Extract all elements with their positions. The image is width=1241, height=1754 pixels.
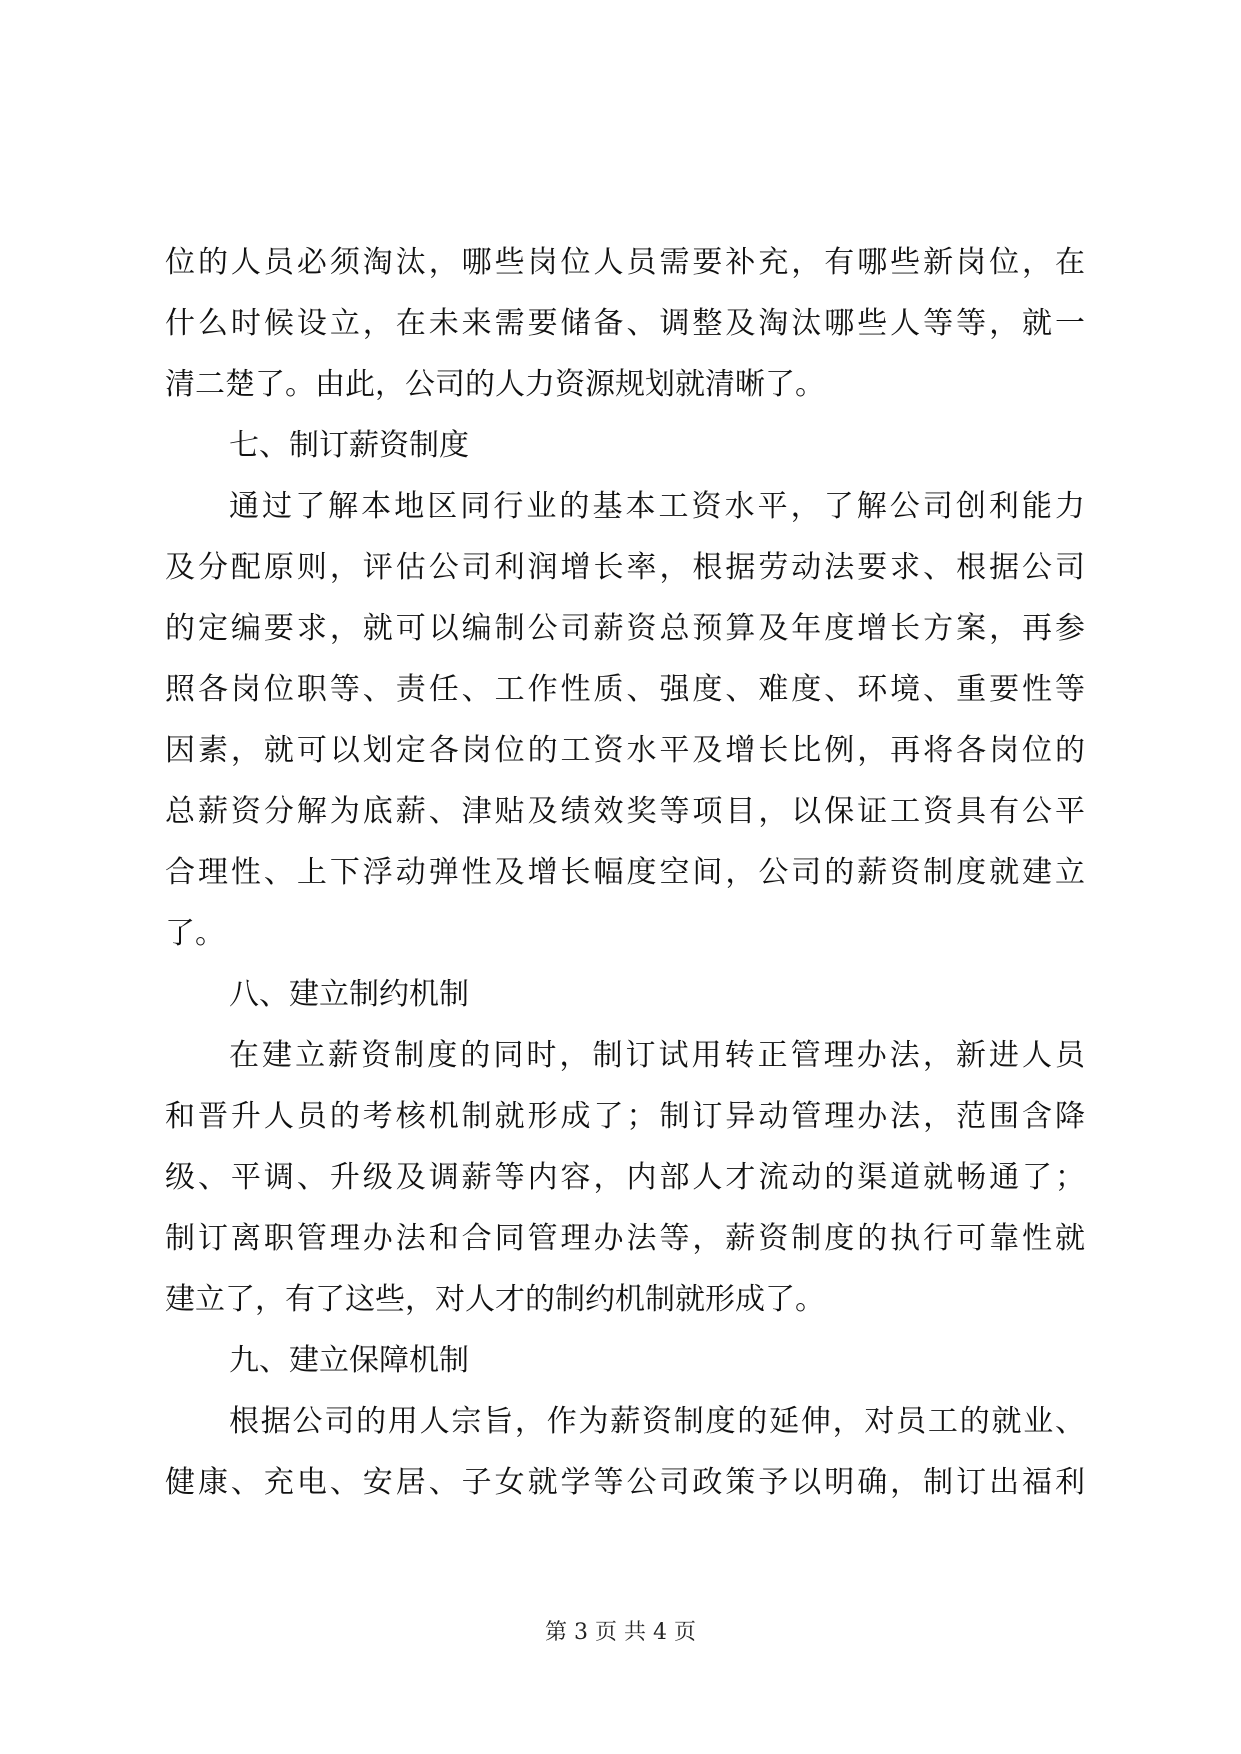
paragraph-line: 清二楚了。由此，公司的人力资源规划就清晰了。 — [165, 367, 825, 402]
section-heading-8: 八、建立制约机制 — [229, 977, 469, 1012]
paragraph-line: 什么时候设立，在未来需要储备、调整及淘汰哪些人等等，就一 — [165, 306, 1085, 341]
paragraph-line: 总薪资分解为底薪、津贴及绩效奖等项目，以保证工资具有公平 — [165, 794, 1085, 829]
paragraph-line: 级、平调、升级及调薪等内容，内部人才流动的渠道就畅通了； — [165, 1160, 1085, 1195]
paragraph-line: 制订离职管理办法和合同管理办法等，薪资制度的执行可靠性就 — [165, 1221, 1085, 1256]
paragraph-line: 和晋升人员的考核机制就形成了；制订异动管理办法，范围含降 — [165, 1099, 1085, 1134]
paragraph-line: 根据公司的用人宗旨，作为薪资制度的延伸，对员工的就业、 — [229, 1404, 1085, 1439]
paragraph-line: 位的人员必须淘汰，哪些岗位人员需要补充，有哪些新岗位，在 — [165, 245, 1085, 280]
paragraph-line: 及分配原则，评估公司利润增长率，根据劳动法要求、根据公司 — [165, 550, 1085, 585]
paragraph-line: 因素，就可以划定各岗位的工资水平及增长比例，再将各岗位的 — [165, 733, 1085, 768]
paragraph-line: 健康、充电、安居、子女就学等公司政策予以明确，制订出福利 — [165, 1465, 1085, 1500]
paragraph-line: 建立了，有了这些，对人才的制约机制就形成了。 — [165, 1282, 825, 1317]
page-footer: 第 3 页 共 4 页 — [545, 1620, 696, 1645]
paragraph-line: 照各岗位职等、责任、工作性质、强度、难度、环境、重要性等 — [165, 672, 1085, 707]
section-heading-9: 九、建立保障机制 — [229, 1343, 469, 1378]
paragraph-line: 合理性、上下浮动弹性及增长幅度空间，公司的薪资制度就建立 — [165, 855, 1085, 890]
paragraph-line: 通过了解本地区同行业的基本工资水平，了解公司创利能力 — [229, 489, 1085, 524]
document-body — [165, 232, 1085, 1513]
paragraph-line: 的定编要求，就可以编制公司薪资总预算及年度增长方案，再参 — [165, 611, 1085, 646]
section-heading-7: 七、制订薪资制度 — [229, 428, 469, 463]
paragraph-line: 了。 — [165, 916, 225, 951]
paragraph-line: 在建立薪资制度的同时，制订试用转正管理办法，新进人员 — [229, 1038, 1085, 1073]
